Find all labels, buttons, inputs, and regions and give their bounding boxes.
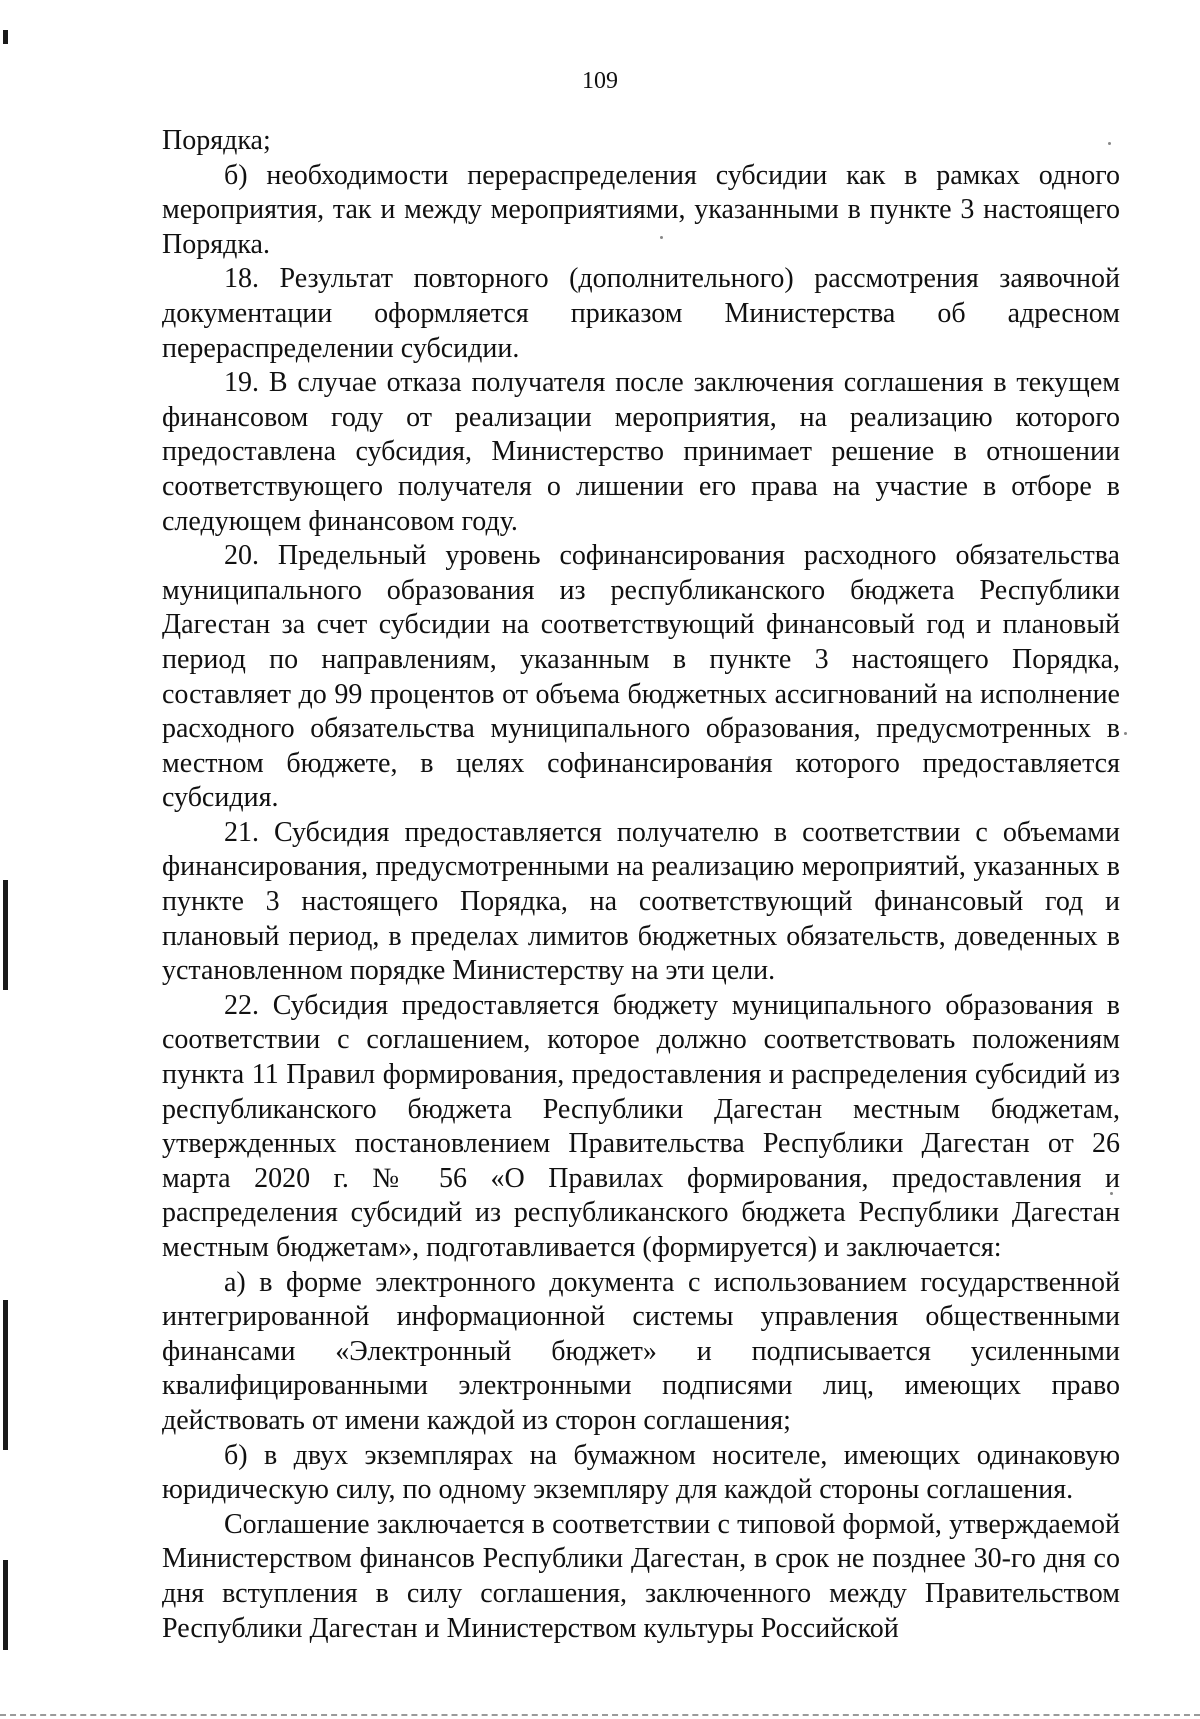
paragraph: 21. Субсидия предоставляется получателю в соответствии с объемами финансирования, предусмотренными на реализацию мероприятий, указанных в пункте 3 настоящего Порядка, на соответствующий финансовый год и плановый период, в пределах лимитов бюджетных обязательств, доведенных в установленном порядке Министерству на эти цели. xyxy=(162,816,1120,987)
scan-edge-mark xyxy=(3,1300,8,1450)
paragraph: 20. Предельный уровень софинансирования расходного обязательства муниципального образования из республиканского бюджета Республики Дагестан за счет субсидии на соответствующий финансовый год и плановый период по направлениям, указанным в пункте 3 настоящего Порядка, составляет до 99 процентов от объема бюджетных ассигнований на исполнение расходного обязательства муниципального образования, предусмотренных в местном бюджете, в целях софинансирования которого предоставляется субсидия. xyxy=(162,540,1120,814)
scan-edge-mark xyxy=(3,1560,8,1650)
paragraph: 19. В случае отказа получателя после заключения соглашения в текущем финансовом году от реализации мероприятия, на реализацию которого предоставлена субсидия, Министерство принимает решение в отношении соответствующего получателя о лишении его права на участие в отборе в следующем финансовом году. xyxy=(162,367,1120,537)
page-number: 109 xyxy=(582,68,618,94)
paragraph: б) в двух экземплярах на бумажном носителе, имеющих одинаковую юридическую силу, по одному экземпляру для каждой стороны соглашения. xyxy=(162,1439,1120,1506)
scan-edge-mark xyxy=(3,880,8,990)
document-body xyxy=(162,124,1120,1646)
scan-edge-mark xyxy=(3,30,8,44)
paragraph: а) в форме электронного документа с использованием государственной интегрированной информационной системы управления общественными финансами «Электронный бюджет» и подписывается усиленными квалифицированными электронными подписями лиц, имеющих право действовать от имени каждой из сторон соглашения; xyxy=(162,1266,1120,1436)
paragraph: Порядка; xyxy=(162,125,271,156)
paragraph: б) необходимости перераспределения субсидии как в рамках одного мероприятия, так и между мероприятиями, указанными в пункте 3 настоящего Порядка. xyxy=(162,159,1120,260)
paragraph: 22. Субсидия предоставляется бюджету муниципального образования в соответствии с соглашением, которое должно соответствовать положениям пункта 11 Правил формирования, предоставления и распределения субсидий из республиканского бюджета Республики Дагестан местным бюджетам, утвержденных постановлением Правительства Республики Дагестан от 26 марта 2020 г. № 56 «О Правилах формирования, предоставления и распределения субсидий из республиканского бюджета Республики Дагестан местным бюджетам», подготавливается (формируется) и заключается: xyxy=(162,989,1120,1263)
paragraph: 18. Результат повторного (дополнительного) рассмотрения заявочной документации оформляется приказом Министерства об адресном перераспределении субсидии. xyxy=(162,263,1120,364)
scan-bottom-border xyxy=(0,1714,1200,1716)
scan-speck xyxy=(1124,732,1127,735)
paragraph: Соглашение заключается в соответствии с типовой формой, утверждаемой Министерством финансов Республики Дагестан, в срок не позднее 30-го дня со дня вступления в силу соглашения, заключенного между Правительством Республики Дагестан и Министерством культуры Российской xyxy=(162,1508,1120,1644)
